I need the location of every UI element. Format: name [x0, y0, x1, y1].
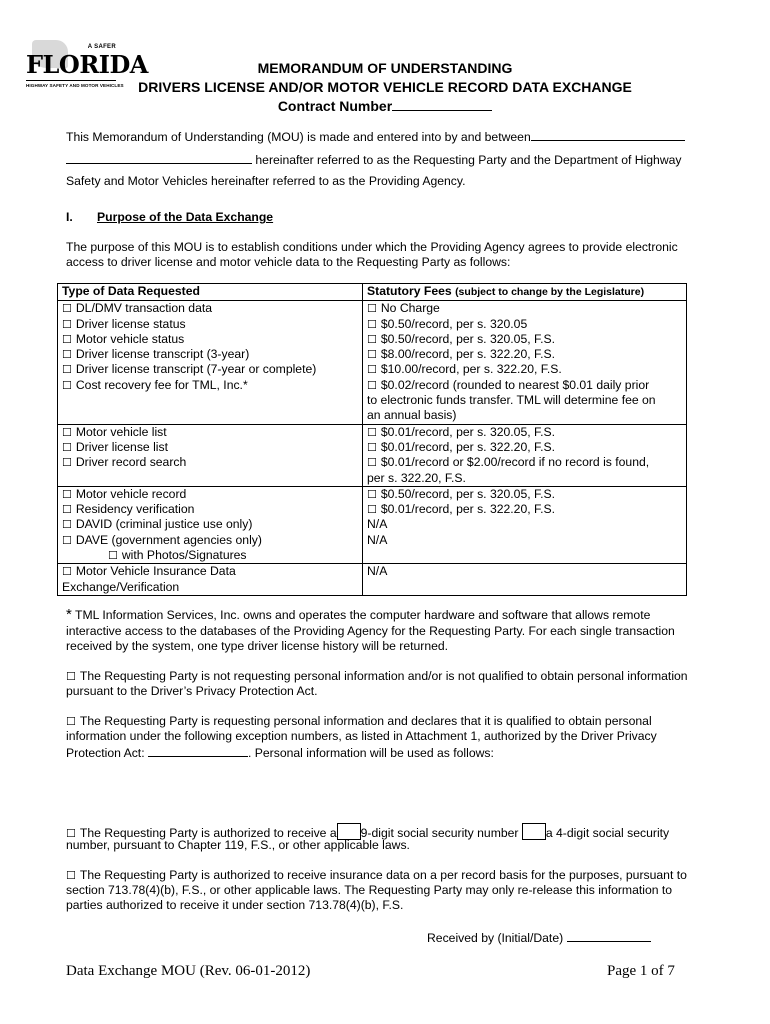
- data-type-label: Cost recovery fee for TML, Inc.*: [75, 377, 248, 392]
- data-type-item: [62, 487, 358, 502]
- fee-item: [367, 347, 682, 362]
- title-line-1: MEMORANDUM OF UNDERSTANDING: [257, 60, 513, 76]
- logo-florida-text: FLORIDA: [26, 50, 148, 79]
- fee-label: $0.01/record, per s. 320.05, F.S.: [380, 424, 555, 439]
- received-by: [427, 929, 651, 946]
- header-fees: Statutory Fees: [367, 284, 452, 298]
- fee-label: $0.01/record, per s. 322.20, F.S.: [380, 502, 555, 517]
- fee-checkbox[interactable]: [367, 502, 381, 516]
- fee-item: [367, 301, 682, 316]
- data-type-item: [62, 332, 358, 347]
- option-3-text-c: a 4-digit social security: [545, 826, 670, 840]
- data-type-checkbox[interactable]: [62, 533, 76, 547]
- data-type-checkbox[interactable]: [62, 378, 76, 392]
- purpose-line-2: access to driver license and motor vehicle data to the Requesting Party as follows:: [66, 255, 511, 269]
- data-type-label: Motor Vehicle Insurance Data: [75, 564, 236, 579]
- fee-label: $0.02/record (rounded to nearest $0.01 daily prior: [380, 377, 650, 392]
- data-type-checkbox[interactable]: [62, 564, 76, 578]
- option-3-text-b: 9-digit social security number: [360, 826, 519, 840]
- data-type-item: [62, 301, 358, 316]
- intro-text-2: hereinafter referred to as the Requesting Party and the Department of Highway: [255, 153, 682, 167]
- data-type-checkbox[interactable]: [62, 317, 76, 331]
- header-fees-cell: [363, 284, 687, 301]
- fee-checkbox[interactable]: [367, 301, 381, 315]
- ssn-4-digit-box[interactable]: [522, 823, 546, 840]
- footnote-star: *: [66, 606, 72, 623]
- option-2-line-2: information under the following exception numbers, as listed in Attachment 1, authorized by the Driver Privacy: [66, 729, 657, 743]
- data-type-label: Driver license transcript (7-year or complete): [75, 362, 317, 377]
- contract-number-label: Contract Number: [277, 98, 393, 114]
- data-type-label: with Photos/Signatures: [121, 548, 247, 563]
- group-4-types: [58, 564, 363, 596]
- fee-item: [367, 440, 682, 455]
- fee-item: [367, 378, 682, 393]
- title-line-3: [0, 97, 770, 115]
- data-type-checkbox[interactable]: [62, 517, 76, 531]
- purpose-line-1: The purpose of this MOU is to establish conditions under which the Providing Agency agrees to provide electronic: [66, 240, 678, 254]
- logo-safer-text: A SAFER: [87, 44, 116, 50]
- party-name-field[interactable]: [531, 128, 685, 141]
- data-type-label: DL/DMV transaction data: [75, 301, 213, 316]
- data-type-label: Driver license status: [75, 316, 186, 331]
- data-type-label: Motor vehicle list: [75, 424, 167, 439]
- footnote-line-1: [66, 607, 650, 623]
- fee-label: an annual basis): [367, 408, 457, 423]
- data-type-item: [62, 362, 358, 377]
- option-personal-info: [66, 714, 652, 729]
- option-1-line-2: pursuant to the Driver’s Privacy Protection Act.: [66, 684, 318, 698]
- checkbox-personal-info[interactable]: [66, 714, 80, 728]
- table-row: [58, 564, 687, 596]
- table-row: [58, 301, 687, 424]
- data-type-label: Residency verification: [75, 502, 195, 517]
- section-number: I.: [66, 210, 73, 224]
- data-fee-table: [57, 283, 687, 596]
- option-no-personal-info: [66, 669, 688, 684]
- data-type-label: Exchange/Verification: [62, 579, 180, 594]
- fee-item: [367, 362, 682, 377]
- fee-checkbox[interactable]: [367, 425, 381, 439]
- fee-label: $0.01/record or $2.00/record if no record is found,: [380, 455, 650, 470]
- data-type-checkbox[interactable]: [62, 502, 76, 516]
- fee-checkbox[interactable]: [367, 362, 381, 376]
- fee-checkbox[interactable]: [367, 332, 381, 346]
- data-type-label: Driver license list: [75, 439, 168, 454]
- contract-number-field[interactable]: [392, 98, 492, 111]
- option-4-line-2: section 713.78(4)(b), F.S., or other applicable laws. The Requesting Party may only re-release this information to: [66, 883, 673, 897]
- intro-text-1: This Memorandum of Understanding (MOU) is made and entered into by and between: [66, 130, 531, 144]
- fee-label: per s. 322.20, F.S.: [367, 470, 466, 485]
- data-type-item: [62, 317, 358, 332]
- fee-label: $0.50/record, per s. 320.05, F.S.: [380, 331, 555, 346]
- fee-label: N/A: [367, 564, 388, 579]
- fee-item: [367, 317, 682, 332]
- fee-label: No Charge: [380, 301, 440, 316]
- fee-checkbox[interactable]: [367, 487, 381, 501]
- exception-numbers-field[interactable]: [148, 744, 248, 757]
- option-3-text-a: The Requesting Party is authorized to receive a: [79, 826, 337, 840]
- fee-item: [367, 408, 682, 423]
- data-type-label: Driver record search: [75, 455, 187, 470]
- footer-revision: Data Exchange MOU (Rev. 06-01-2012): [66, 963, 311, 979]
- data-type-item: [62, 440, 358, 455]
- option-4-text-1: The Requesting Party is authorized to receive insurance data on a per record basis for the purposes, pursuant to: [79, 868, 687, 882]
- fee-item: [367, 393, 682, 408]
- group-2-fees: [363, 424, 687, 486]
- data-type-label: Motor vehicle status: [75, 331, 185, 346]
- group-4-fees: [363, 564, 687, 596]
- fee-checkbox[interactable]: [367, 378, 381, 392]
- table-header-row: [58, 284, 687, 301]
- data-type-checkbox[interactable]: [62, 332, 76, 346]
- footnote-line-3: received by the system, one type driver license history will be returned.: [66, 639, 449, 653]
- fee-checkbox[interactable]: [367, 455, 381, 469]
- fee-label: N/A: [367, 532, 388, 547]
- option-4-line-3: parties authorized to receive it under section 713.78(4)(b), F.S.: [66, 898, 404, 912]
- footnote-text-1: TML Information Services, Inc. owns and operates the computer hardware and software that allows remote: [75, 608, 651, 622]
- data-type-item: [62, 533, 358, 548]
- data-type-label: Motor vehicle record: [75, 486, 187, 501]
- fee-item: [367, 425, 682, 440]
- data-type-item: [62, 548, 358, 563]
- option-2-line-3: [66, 744, 494, 761]
- footer-page-number: Page 1 of 7: [607, 963, 675, 979]
- received-by-field[interactable]: [567, 929, 651, 942]
- title-line-2: DRIVERS LICENSE AND/OR MOTOR VEHICLE RECORD DATA EXCHANGE: [138, 79, 632, 95]
- fee-label: N/A: [367, 517, 388, 532]
- data-type-label: DAVE (government agencies only): [75, 532, 262, 547]
- fee-item: [367, 332, 682, 347]
- group-1-fees: [363, 301, 687, 424]
- fee-label: $0.50/record, per s. 320.05, F.S.: [380, 486, 555, 501]
- table-row: [58, 424, 687, 486]
- option-insurance: [66, 868, 687, 883]
- option-3-line-2: number, pursuant to Chapter 119, F.S., or other applicable laws.: [66, 838, 410, 852]
- data-type-item: [62, 425, 358, 440]
- fee-label: $8.00/record, per s. 322.20, F.S.: [380, 347, 555, 362]
- checkbox-no-personal-info[interactable]: [66, 669, 80, 683]
- data-type-label: DAVID (criminal justice use only): [75, 517, 253, 532]
- fee-item: [367, 471, 682, 486]
- header-type-cell: [58, 284, 363, 301]
- header-fees-note: (subject to change by the Legislature): [455, 286, 645, 298]
- fee-item: [367, 487, 682, 502]
- fee-item: [367, 455, 682, 470]
- fee-label: $10.00/record, per s. 322.20, F.S.: [380, 362, 562, 377]
- fee-checkbox[interactable]: [367, 440, 381, 454]
- option-1-text-1: The Requesting Party is not requesting personal information and/or is not qualified to obtain personal information: [79, 669, 688, 683]
- fee-item: [367, 502, 682, 517]
- intro-line-2: [66, 151, 682, 168]
- fee-item: [367, 517, 682, 532]
- data-type-checkbox[interactable]: [62, 362, 76, 376]
- table-row: [58, 486, 687, 563]
- group-3-types: [58, 486, 363, 563]
- fee-label: $0.01/record, per s. 322.20, F.S.: [380, 439, 555, 454]
- data-type-checkbox[interactable]: [62, 455, 76, 469]
- received-by-label: Received by (Initial/Date): [427, 931, 564, 945]
- data-type-item: [62, 517, 358, 532]
- party-name-field-2[interactable]: [66, 151, 252, 164]
- fee-item: [367, 564, 682, 579]
- data-type-checkbox[interactable]: [108, 548, 122, 562]
- intro-line-1: [66, 128, 685, 145]
- group-2-types: [58, 424, 363, 486]
- data-type-checkbox[interactable]: [62, 347, 76, 361]
- data-type-item: [62, 347, 358, 362]
- data-type-item: [62, 455, 358, 470]
- data-type-checkbox[interactable]: [62, 440, 76, 454]
- group-3-fees: [363, 486, 687, 563]
- data-type-item: [62, 502, 358, 517]
- data-type-item: [62, 580, 358, 595]
- fee-item: [367, 533, 682, 548]
- option-2-text-3a: Protection Act:: [66, 746, 145, 760]
- logo-tagline: HIGHWAY SAFETY AND MOTOR VEHICLES: [26, 83, 124, 88]
- fee-checkbox[interactable]: [367, 317, 381, 331]
- data-type-checkbox[interactable]: [62, 301, 76, 315]
- fee-label: to electronic funds transfer. TML will determine fee on: [367, 393, 656, 408]
- data-type-checkbox[interactable]: [62, 425, 76, 439]
- checkbox-insurance[interactable]: [66, 868, 80, 882]
- option-2-text-3b: . Personal information will be used as follows:: [247, 746, 494, 760]
- data-type-item: [62, 378, 358, 393]
- header-type: Type of Data Requested: [62, 284, 200, 298]
- group-1-types: [58, 301, 363, 424]
- data-type-item: [62, 564, 358, 579]
- data-type-label: Driver license transcript (3-year): [75, 347, 250, 362]
- intro-line-3: Safety and Motor Vehicles hereinafter referred to as the Providing Agency.: [66, 174, 466, 188]
- data-type-checkbox[interactable]: [62, 487, 76, 501]
- fee-label: $0.50/record, per s. 320.05: [380, 316, 528, 331]
- footnote-line-2: interactive access to the databases of the Providing Agency for the Requesting Party. For each single transaction: [66, 624, 675, 638]
- option-2-text-1: The Requesting Party is requesting personal information and declares that it is qualified to obtain personal: [79, 714, 652, 728]
- fee-checkbox[interactable]: [367, 347, 381, 361]
- section-heading: Purpose of the Data Exchange: [97, 210, 274, 224]
